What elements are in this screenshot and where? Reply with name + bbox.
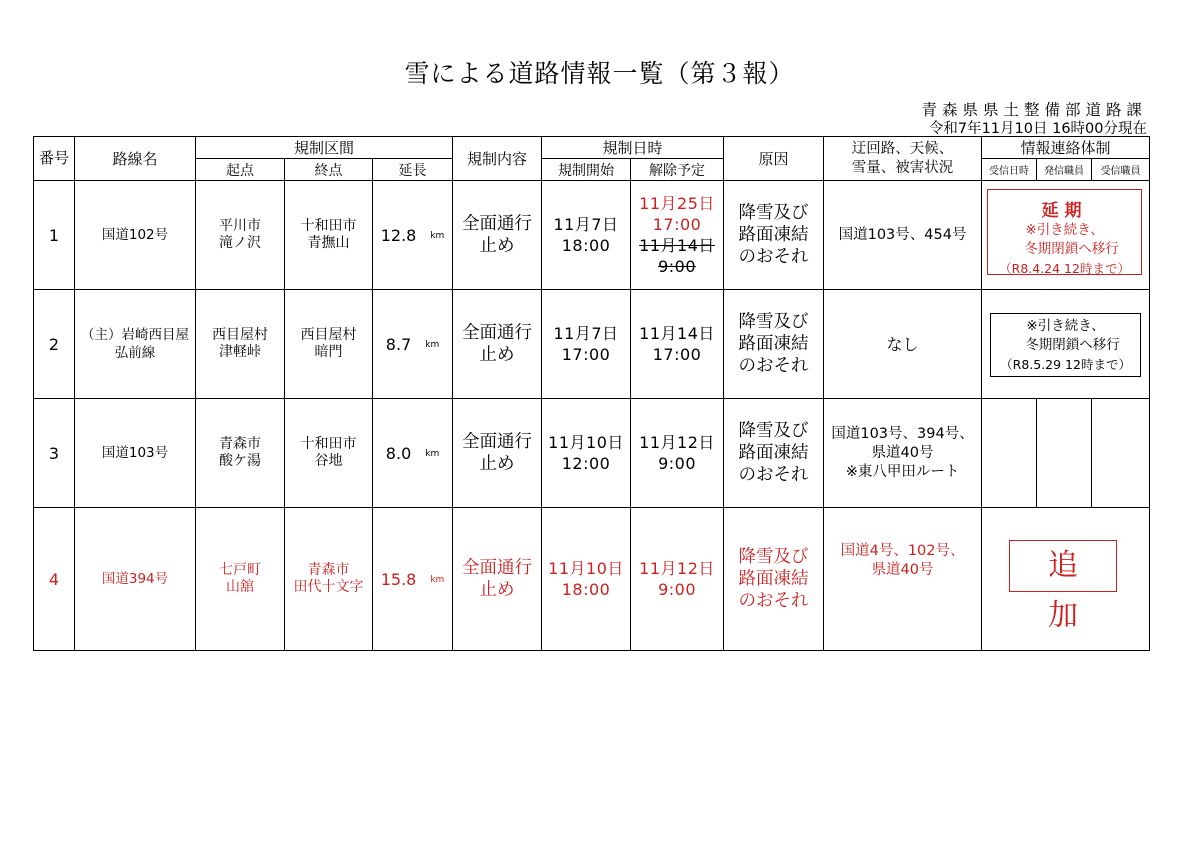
end-point: 西目屋村 暗門 [285,290,373,399]
col-length-header: 延長 [373,159,453,181]
col-contact-header: 情報連絡体制 [982,137,1150,159]
restriction-content: 全面通行 止め [453,181,542,290]
col-route-header: 路線名 [75,137,196,181]
release-old-time: 9:00 [658,257,696,276]
department-name: 青森県県土整備部道路課 [921,101,1147,119]
length-value: 8.7 km [373,290,453,399]
cause: 降雪及び 路面凍結 のおそれ [724,399,824,508]
col-no-header: 番号 [34,137,75,181]
col-sent-staff-header: 発信職員 [1037,159,1092,181]
contact-status-cell [982,181,1150,290]
recv-date-cell [982,399,1037,508]
detour-header-line1: 迂回路、天候、 [851,140,954,157]
start-point: 七戸町 山舘 [196,508,285,651]
sent-staff-cell [1037,399,1092,508]
row-number: 3 [34,399,75,508]
length-unit: km [425,339,440,350]
start-point: 青森市 酸ケ湯 [196,399,285,508]
restriction-content: 全面通行 止め [453,508,542,651]
contact-status-cell [982,508,1150,651]
detour-info: 国道4号、102号、 県道40号 [824,508,982,651]
table-row [34,399,1150,508]
restriction-release [631,181,724,290]
cause: 降雪及び 路面凍結 のおそれ [724,290,824,399]
release-new-date: 11月25日 [639,194,715,213]
table-row [34,508,1150,651]
cause: 降雪及び 路面凍結 のおそれ [724,508,824,651]
status-box-added: 追加 [1009,540,1117,592]
restriction-release: 11月14日 17:00 [631,290,724,399]
page-title: 雪による道路情報一覧（第３報） [404,59,795,88]
table-row [34,181,1150,290]
length-unit: km [430,574,445,585]
restriction-release: 11月12日 9:00 [631,399,724,508]
as-of-timestamp: 令和7年11月10日 16時00分現在 [928,121,1147,137]
route-name: 国道102号 [75,181,196,290]
detour-info: 国道103号、454号 [824,181,982,290]
restriction-content: 全面通行 止め [453,290,542,399]
restriction-release: 11月12日 9:00 [631,508,724,651]
col-recv-date-header: 受信日時 [982,159,1037,181]
release-old-date: 11月14日 [639,236,715,255]
status-box-extended: 延期 ※引き続き、 冬期閉鎖へ移行 （R8.4.24 12時まで） [987,189,1142,275]
row-number: 1 [34,181,75,290]
contact-status-cell [982,290,1150,399]
recv-staff-cell [1092,399,1150,508]
route-name: （主）岩崎西目屋 弘前線 [75,290,196,399]
col-release-header: 解除予定 [631,159,724,181]
release-new-time: 17:00 [652,215,702,234]
row-number: 2 [34,290,75,399]
status-box-winter-closure: ※引き続き、 冬期閉鎖へ移行 （R8.5.29 12時まで） [990,313,1141,377]
col-datetime-header: 規制日時 [542,137,724,159]
restriction-content: 全面通行 止め [453,399,542,508]
col-recv-staff-header: 受信職員 [1092,159,1150,181]
col-begin-header: 規制開始 [542,159,631,181]
detour-header-line2: 雪量、被害状況 [851,159,954,176]
start-point: 平川市 滝ノ沢 [196,181,285,290]
length-unit: km [430,230,445,241]
header-row-2 [34,159,1150,181]
end-point: 青森市 田代十文字 [285,508,373,651]
restriction-begin: 11月7日 17:00 [542,290,631,399]
length-unit: km [425,448,440,459]
restriction-begin: 11月10日 18:00 [542,508,631,651]
table-row [34,290,1150,399]
detour-info: なし [824,290,982,399]
restriction-begin: 11月10日 12:00 [542,399,631,508]
row-number: 4 [34,508,75,651]
col-detour-header [824,137,982,181]
col-start-header: 起点 [196,159,285,181]
col-section-header: 規制区間 [196,137,453,159]
restriction-begin: 11月7日 18:00 [542,181,631,290]
col-content-header: 規制内容 [453,137,542,181]
route-name: 国道103号 [75,399,196,508]
length-value: 12.8 km [373,181,453,290]
header-row-1 [34,137,1150,159]
end-point: 十和田市 青撫山 [285,181,373,290]
col-end-header: 終点 [285,159,373,181]
status-title: 延期 [1041,201,1088,221]
route-name: 国道394号 [75,508,196,651]
road-info-table [33,136,1150,651]
end-point: 十和田市 谷地 [285,399,373,508]
length-value: 15.8 km [373,508,453,651]
cause: 降雪及び 路面凍結 のおそれ [724,181,824,290]
detour-info: 国道103号、394号、 県道40号 ※東八甲田ルート [824,399,982,508]
length-value: 8.0 km [373,399,453,508]
start-point: 西目屋村 津軽峠 [196,290,285,399]
col-cause-header: 原因 [724,137,824,181]
